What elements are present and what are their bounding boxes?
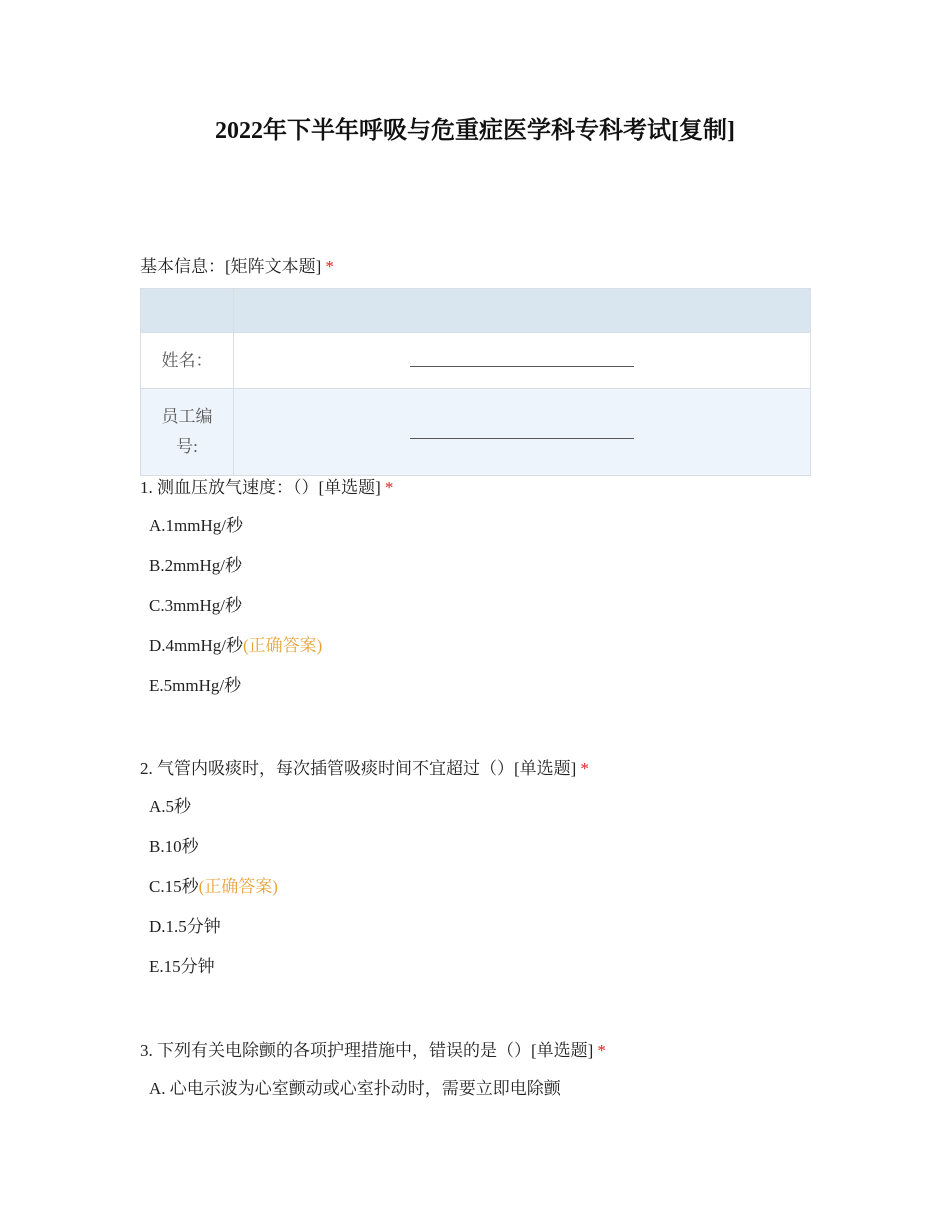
basic-info-label [140,252,334,277]
option-text: D.1.5分钟 [149,917,221,936]
matrix-row-name [141,333,811,389]
option-item[interactable] [149,671,840,711]
employee-id-label: 员工编号: [141,389,234,476]
option-text: E.15分钟 [149,957,215,976]
option-item[interactable] [149,591,840,631]
question-3 [140,1038,840,1114]
required-mark: * [597,1041,606,1060]
option-item[interactable] [149,631,840,671]
option-item[interactable] [149,511,840,551]
name-input-cell[interactable] [234,333,811,389]
question-stem [140,1038,840,1064]
question-stem-text: 1. 测血压放气速度：（）[单选题] [140,478,381,497]
name-label: 姓名： [141,333,234,389]
required-mark: * [384,478,394,497]
option-item[interactable] [149,952,840,992]
required-mark: * [325,257,334,276]
option-item[interactable] [149,792,840,832]
question-stem [140,475,840,501]
option-text: C.3mmHg/秒 [149,596,243,615]
matrix-row-employee-id [141,389,811,476]
option-text: D.4mmHg/秒 [149,636,243,655]
question-stem-text: 3. 下列有关电除颤的各项护理措施中，错误的是（）[单选题] [140,1041,594,1060]
option-text: B.2mmHg/秒 [149,556,243,575]
option-item[interactable] [149,872,840,912]
option-text: E.5mmHg/秒 [149,676,242,695]
option-list [149,1074,840,1114]
option-text: A.5秒 [149,797,192,816]
option-item[interactable] [149,912,840,952]
employee-id-input-cell[interactable] [234,389,811,476]
name-input-line[interactable] [410,366,634,367]
question-2 [140,756,840,992]
option-list [149,792,840,992]
option-text: A. 心电示波为心室颤动或心室扑动时，需要立即电除颤 [149,1079,561,1098]
matrix-header-cell [234,289,811,333]
option-list [149,511,840,711]
question-stem-text: 2. 气管内吸痰时，每次插管吸痰时间不宜超过（）[单选题] [140,759,577,778]
employee-id-input-line[interactable] [410,438,634,439]
document-title: 2022年下半年呼吸与危重症医学科专科考试[复制] [215,118,735,144]
option-item[interactable] [149,832,840,872]
option-text: A.1mmHg/秒 [149,516,243,535]
basic-info-label-text: 基本信息：[矩阵文本题] [140,257,322,276]
correct-answer-note: (正确答案) [198,877,278,896]
matrix-header-row [141,289,811,333]
option-text: C.15秒 [149,877,199,896]
option-item[interactable] [149,551,840,591]
basic-info-matrix [140,288,811,476]
question-1 [140,475,840,711]
option-item[interactable] [149,1074,840,1114]
required-mark: * [580,759,589,778]
option-text: B.10秒 [149,837,199,856]
question-stem [140,756,840,782]
correct-answer-note: (正确答案) [242,636,323,655]
matrix-header-cell [141,289,234,333]
